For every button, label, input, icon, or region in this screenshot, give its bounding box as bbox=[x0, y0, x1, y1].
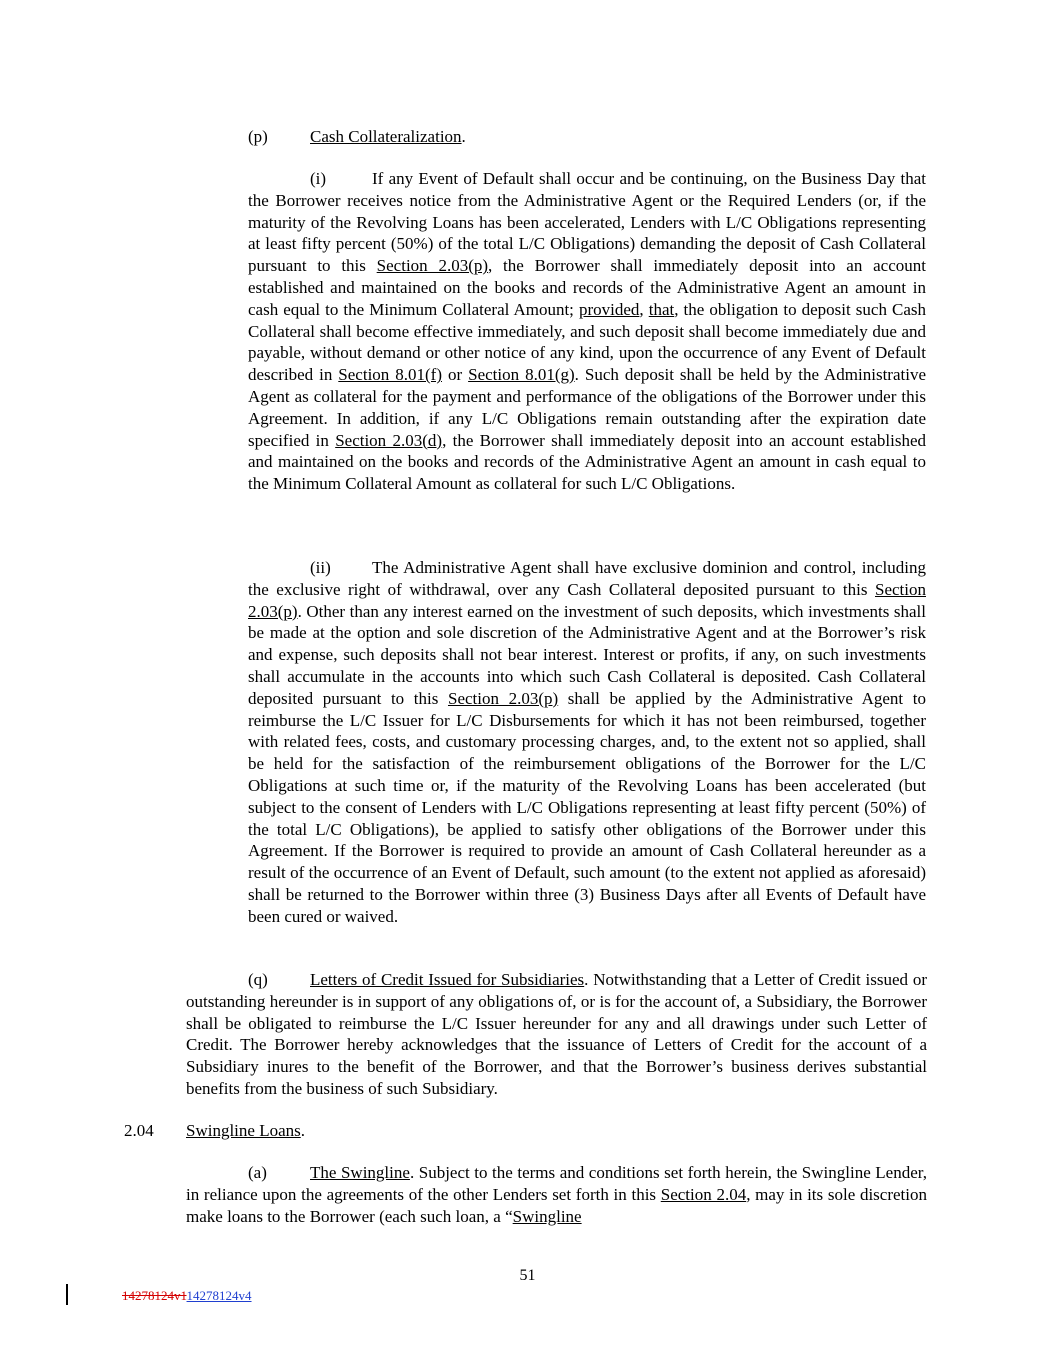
section-ref: Section 2.03(d) bbox=[335, 430, 443, 450]
that-term: that bbox=[648, 299, 675, 319]
section-ref: Section 8.01(g) bbox=[468, 365, 575, 385]
section-q-title: Letters of Credit Issued for Subsidiaries bbox=[310, 970, 585, 989]
section-ref: Section 2.04 bbox=[660, 1184, 747, 1204]
document-id bbox=[122, 1288, 252, 1304]
section-204-a-title: The Swingline bbox=[310, 1163, 410, 1182]
section-ref: Section 8.01(f) bbox=[338, 365, 442, 385]
section-ref: Section 2.03(p) bbox=[447, 688, 559, 708]
section-p-title: Cash Collateralization bbox=[310, 127, 462, 146]
section-ref: Section 2.03(p) bbox=[248, 579, 926, 621]
deleted-doc-id: 14278124v1 bbox=[122, 1288, 187, 1303]
change-bar bbox=[66, 1284, 68, 1305]
paragraph-p-i: (i) If any Event of Default shall occur and be continuing, on the Business Day that the Borrower receives notice from the Administrative Agent or the Required Lenders (or, if the maturity of the Revolving Loans has been accelerated, Lenders with L/C Obligations representing at least fifty percent (50%) of the total L/C Obligations) demanding the deposit of Cash Collateral pursuant to this Section 2.03(p), the Borrower shall immediately deposit into an account established and maintained on the books and records of the Administrative Agent an amount in cash equal to the Minimum Collateral Amount; provided, that, the obligation to deposit such Cash Collateral shall become effective immediately, and such deposit shall become immediately due and payable, without demand or other notice of any kind, upon the occurrence of any Event of Default described in Section 8.01(f) or Section 8.01(g). Such deposit shall be held by the Administrative Agent as collateral for the payment and performance of the obligations of the Borrower under this Agreement. In addition, if any L/C Obligations remain outstanding after the expiration date specified in Section 2.03(d), the Borrower shall immediately deposit into an account established and maintained on the books and records of the Administrative Agent an amount in cash equal to the Minimum Collateral Amount as collateral for such L/C Obligations. bbox=[248, 169, 927, 494]
defined-term: Swingline bbox=[512, 1206, 582, 1226]
section-p-label: (p) bbox=[248, 127, 268, 146]
paragraph-p-ii: (ii) The Administrative Agent shall have exclusive dominion and control, including the exclusive right of withdrawal, over any Cash Collateral deposited pursuant to this Section 2.03(p). Other than any interest earned on the investment of such deposits, which investments shall be made at the option and sole discretion of the Administrative Agent and at the Borrower’s risk and expense, such deposits shall not bear interest. Interest or profits, if any, on such investments shall accumulate in the accounts into which such Cash Collateral is deposited. Cash Collateral deposited pursuant to this Section 2.03(p) shall be applied by the Administrative Agent to reimburse the L/C Issuer for L/C Disbursements for which it has not been reimbursed, together with related fees, costs, and customary processing charges, and, to the extent not so applied, shall be held for the satisfaction of the reimbursement obligations of the Borrower for the L/C Obligations at such time or, if the maturity of the Revolving Loans has been accelerated (but subject to the consent of Lenders with L/C Obligations representing at least fifty percent (50%) of the total L/C Obligations), be applied to satisfy other obligations of the Borrower under this Agreement. If the Borrower is required to provide an amount of Cash Collateral hereunder as a result of the occurrence of an Event of Default, such amount (to the extent not applied as aforesaid) shall be returned to the Borrower within three (3) Business Days after all Events of Default have been cured or waived. bbox=[248, 558, 926, 926]
section-q-label: (q) bbox=[248, 970, 268, 989]
section-204-a-label: (a) bbox=[248, 1163, 267, 1182]
section-ref: Section 2.03(p) bbox=[376, 256, 489, 276]
inserted-doc-id: 14278124v4 bbox=[186, 1288, 252, 1303]
section-204-number: 2.04 bbox=[124, 1121, 154, 1140]
page-number: 51 bbox=[519, 1267, 536, 1284]
section-p-heading: (p) Cash Collateralization. bbox=[248, 127, 466, 146]
paragraph-p-ii-number: (ii) bbox=[310, 558, 331, 577]
section-204-title: Swingline Loans bbox=[186, 1121, 301, 1140]
paragraph-q: (q) Letters of Credit Issued for Subsidiaries. Notwithstanding that a Letter of Credit issued or outstanding hereunder is in support of any obligations of, or is for the account of, a Subsidiary, the Borrower shall be obligated to reimburse the L/C Issuer hereunder for any and all drawings under such Letter of Credit. The Borrower hereby acknowledges that the issuance of Letters of Credit for the account of a Subsidiary inures to the benefit of the Borrower, and that the Borrower’s business derives substantial benefits from the business of such Subsidiary. bbox=[186, 970, 928, 1098]
paragraph-204-a: (a) The Swingline. Subject to the terms and conditions set forth herein, the Swingline Lender, in reliance upon the agreements of the other Lenders set forth in this Section 2.04, may in its sole discretion make loans to the Borrower (each such loan, a “Swingline bbox=[186, 1163, 927, 1226]
provided-term: provided bbox=[578, 299, 640, 319]
paragraph-p-i-number: (i) bbox=[310, 169, 327, 188]
section-204-heading: 2.04 Swingline Loans. bbox=[124, 1121, 305, 1140]
